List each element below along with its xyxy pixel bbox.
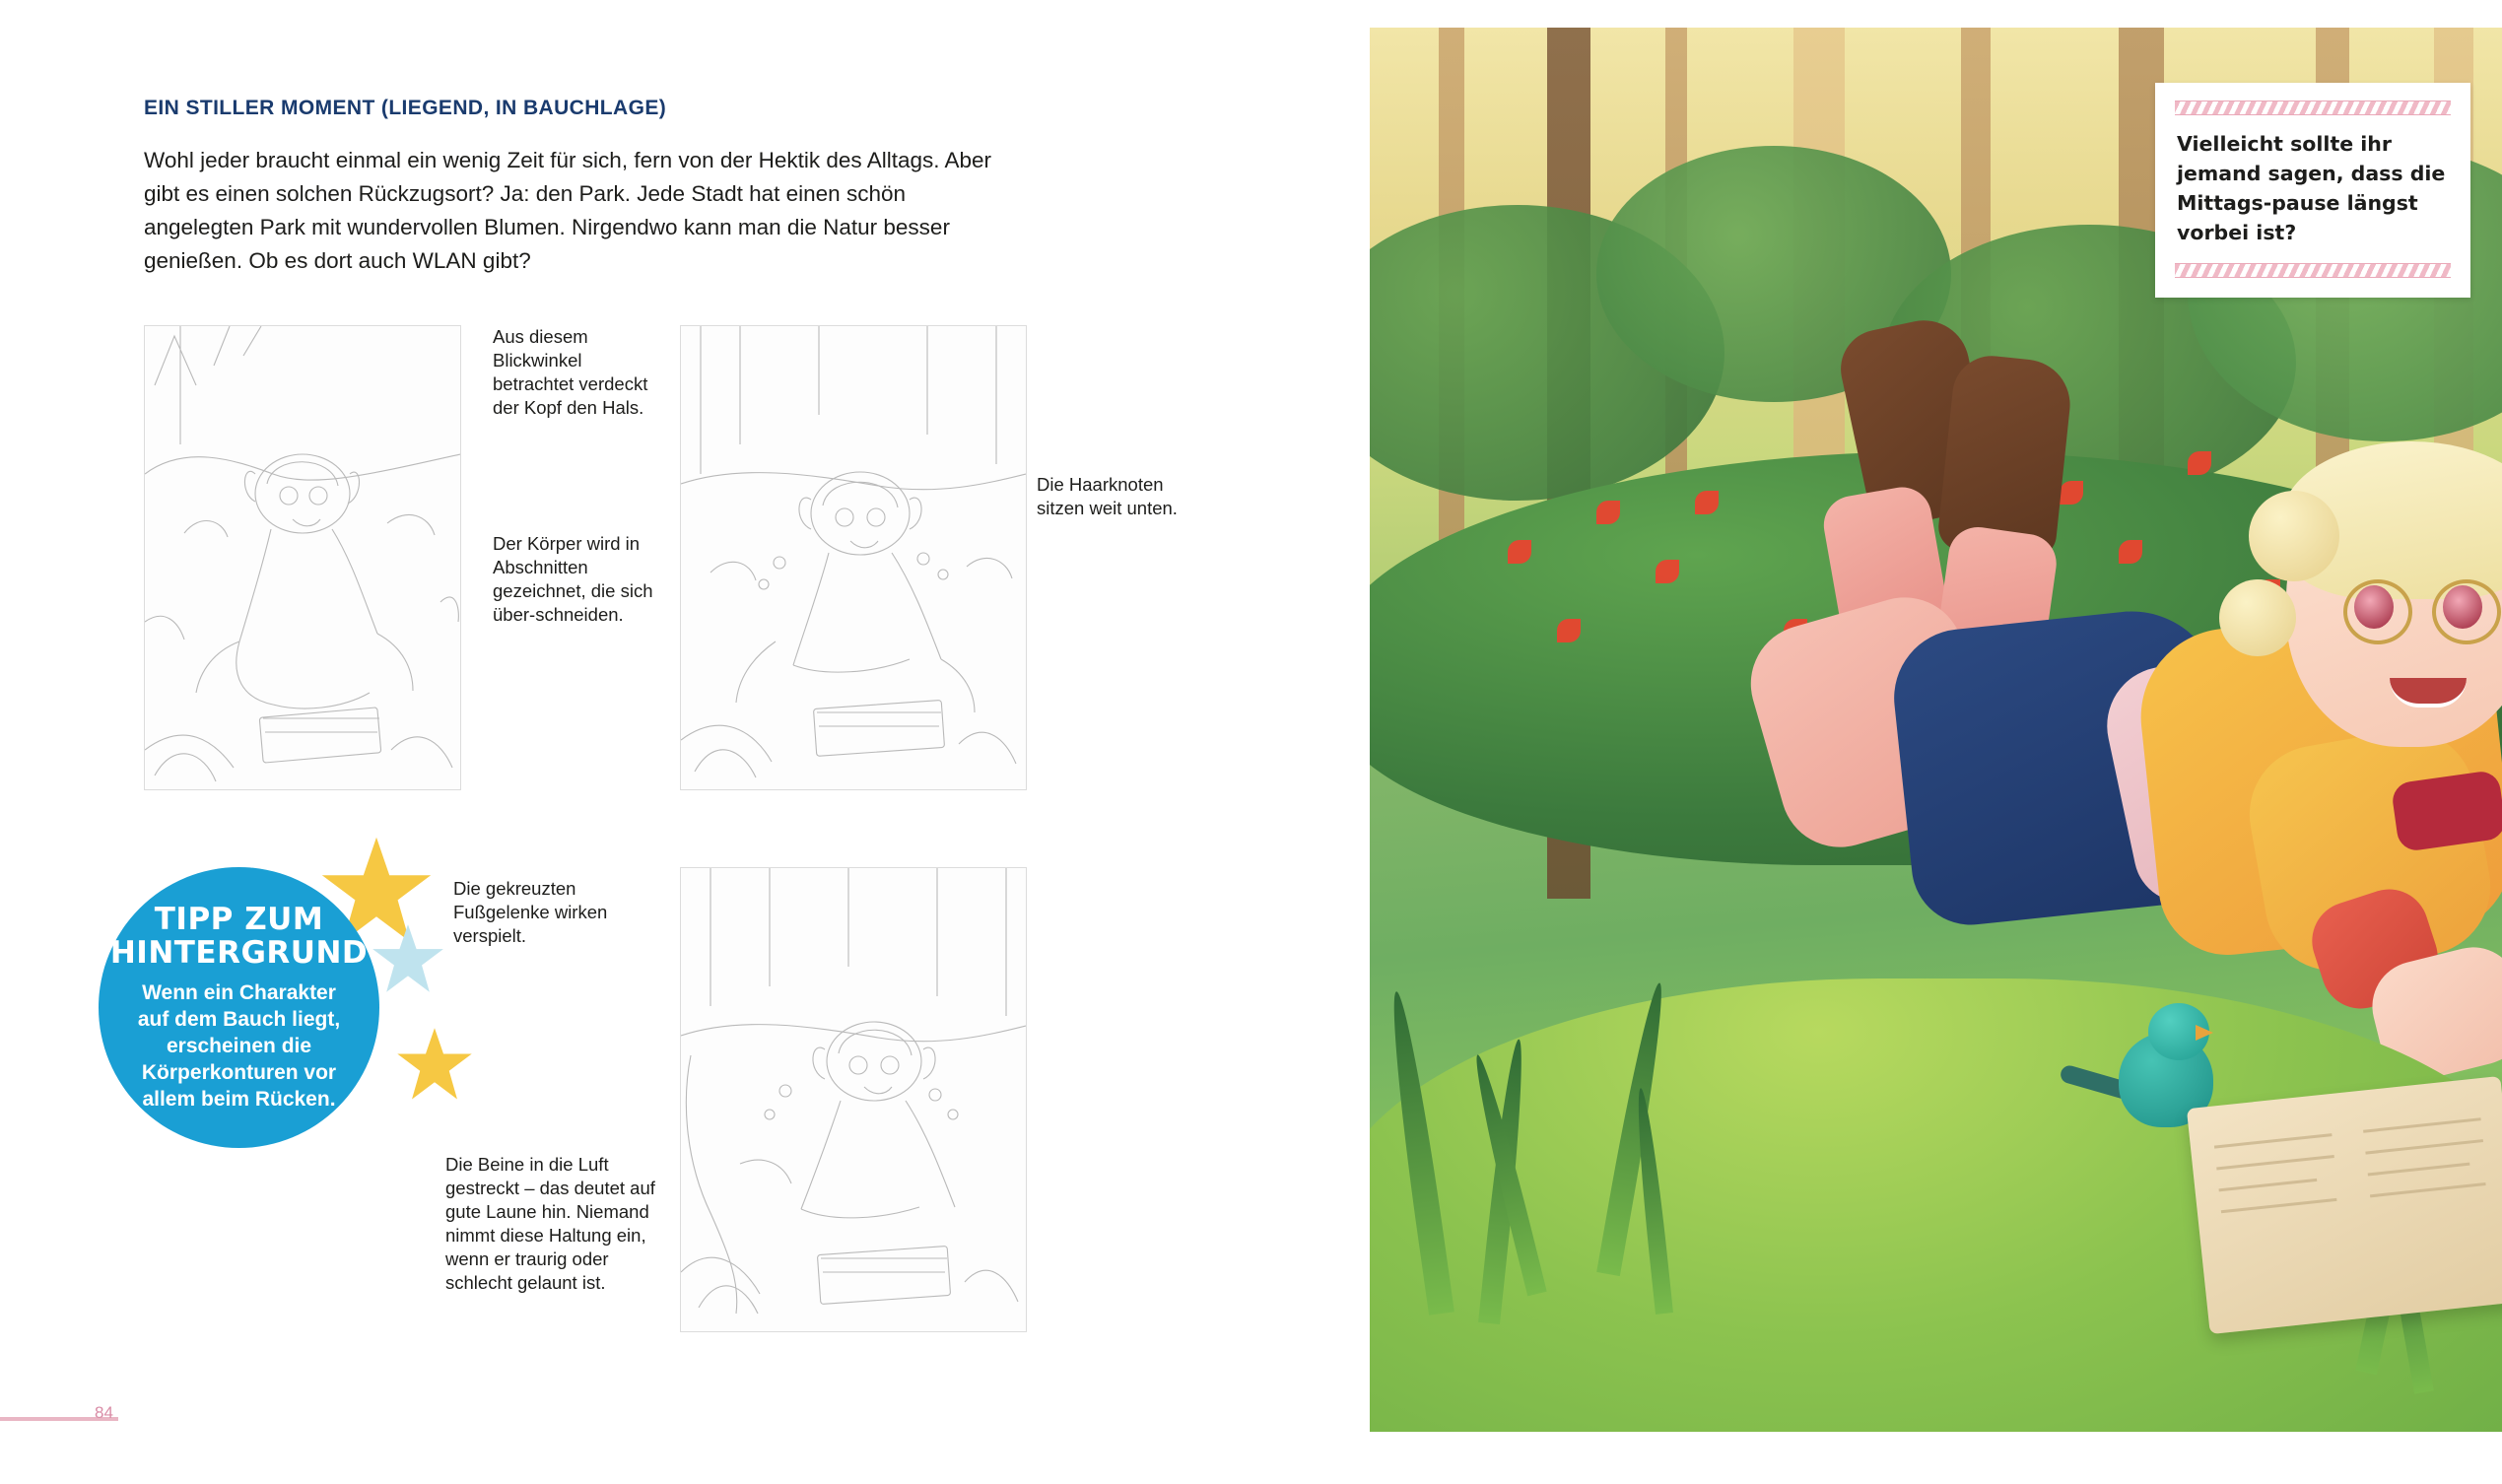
flower [2188,451,2211,475]
tip-bubble [99,867,379,1148]
flower [1557,619,1581,642]
star-icon-yellow-small [394,1025,475,1106]
eye-left [2354,585,2394,629]
open-book [2187,1076,2502,1334]
intro-paragraph: Wohl jeder braucht einmal ein wenig Zeit für sich, fern von der Hektik des Alltags. Aber gibt es einen solchen Rückzugsort? Ja: den Park. Jede Stadt hat einen schön angelegten Park mit wundervollen Blumen. Nirgendwo kann man die Natur besser genießen. Ob es dort auch WLAN gibt? [144,148,992,273]
sketch-drawing-1 [145,326,460,789]
book-text-line [2370,1182,2486,1197]
annotation-3: Die Haarknoten sitzen weit unten. [1037,474,1178,518]
eye-right [2443,585,2482,629]
bird-beak-icon [2196,1025,2213,1041]
book-text-line [2363,1117,2481,1133]
flower [1596,501,1620,524]
flower [1695,491,1719,514]
illustration-girl-reading [1370,28,2502,1432]
sketch-panel-1 [144,325,461,790]
washi-tape-bottom [2175,263,2451,278]
right-page [1370,0,2502,1484]
annotation-1: Aus diesem Blickwinkel betrachtet verdeckt der Kopf den Hals. [493,326,648,418]
flower [1508,540,1531,564]
annotation-2: Der Körper wird in Abschnitten gezeichnet, die sich über-schneiden. [493,533,653,625]
note-text: Vielleicht sollte ihr jemand sagen, dass die Mittags-pause längst vorbei ist? [2177,132,2446,244]
sketch-panel-3 [680,867,1027,1332]
tip-title: TIPP ZUM HINTERGRUND [109,902,369,971]
flower [2060,481,2083,505]
flower [1656,560,1679,583]
book-text-line [2368,1163,2470,1177]
book-text-line [2216,1155,2334,1171]
sketch-drawing-2 [681,326,1026,789]
page-number: 84 [95,1403,113,1422]
sketch-panel-2 [680,325,1027,790]
tip-text: Wenn ein Charakter auf dem Bauch liegt, erscheinen die Körperkonturen vor allem beim Rücken. [137,981,341,1111]
page-title: EIN STILLER MOMENT (LIEGEND, IN BAUCHLAGE) [144,97,667,119]
shoe-right [1936,352,2074,560]
bow-ribbon [2391,770,2502,853]
washi-tape-top [2175,101,2451,115]
hair-bun-upper [2249,491,2339,581]
hair-bun-lower [2219,579,2296,656]
sketch-drawing-3 [681,868,1026,1331]
annotation-5: Die Beine in die Luft gestreckt – das deutet auf gute Laune hin. Niemand nimmt diese Haltung ein, wenn er traurig oder schlecht gelaunt ist. [445,1154,655,1293]
comment-note-box [2155,83,2470,298]
book-text-line [2365,1139,2483,1155]
annotation-4: Die gekreuzten Fußgelenke wirken verspielt. [453,878,608,946]
book-text-line [2221,1198,2337,1213]
star-icon-blue [370,921,446,998]
book-text-line [2219,1179,2318,1191]
book-text-line [2214,1133,2333,1149]
flower [2119,540,2142,564]
